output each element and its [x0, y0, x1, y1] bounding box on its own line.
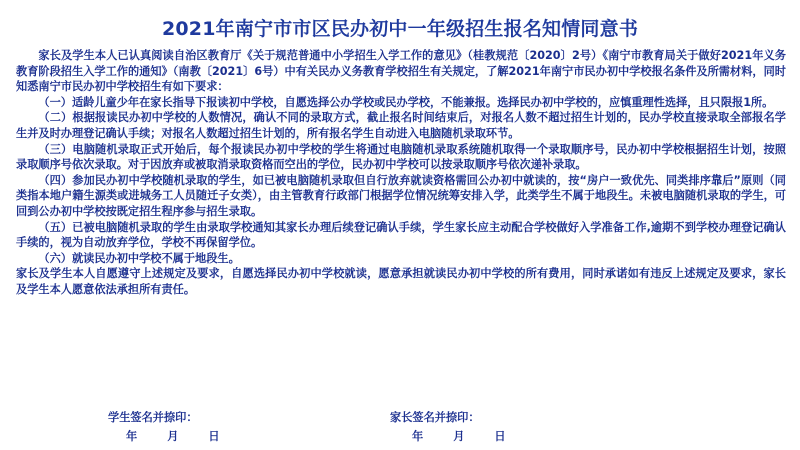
parent-signature-label: 家长签名并捺印： [390, 411, 480, 424]
document-title: 2021年南宁市市区民办初中一年级招生报名知情同意书 [161, 18, 639, 40]
requirement-item-6: （六）就读民办初中学校不属于地段生。 [38, 251, 240, 265]
requirement-item-2: （二）根据报读民办初中学校的人数情况，确认不同的录取方式，截止报名时间结束后，对报名人数不超过招生计划的，民办学校直接录取全部报名学生并及时办理登记确认手续；对报名人数超过招生计划的，所有报名学生自动进入电脑随机录取环节。 [16, 111, 786, 140]
requirement-item-4: （四）参加民办初中学校随机录取的学生，如已被电脑随机录取但自行放弃就读资格需回公办初中就读的，按“房户一致优先、同类排序靠后”原则（同类指本地户籍生源类或进城务工人员随迁子女类），由主管教育行政部门根据学位情况统筹安排入学，此类学生不属于地段生。未被电脑随机录取的学生，可回到公办初中学校按既定招生程序参与招生录取。 [16, 173, 786, 218]
parent-date-month: 月 [453, 430, 465, 443]
closing-paragraph: 家长及学生本人自愿遵守上述规定及要求，自愿选择民办初中学校就读，愿意承担就读民办初中学校的所有费用，同时承诺如有违反上述规定及要求，家长及学生本人愿意依法承担所有责任。 [16, 267, 786, 296]
requirement-item-1: （一）适龄儿童少年在家长指导下报读初中学校，自愿选择公办学校或民办学校，不能兼报。选择民办初中学校的，应慎重理性选择，且只限报1所。 [38, 95, 774, 109]
document-body [16, 48, 786, 298]
requirement-item-3: （三）电脑随机录取正式开始后，每个报读民办初中学校的学生将通过电脑随机录取系统随机取得一个录取顺序号，民办初中学校根据招生计划，按照录取顺序号依次录取。对于因放弃或被取消录取资格而空出的学位，民办初中学校可以按录取顺序号依次递补录取。 [16, 142, 786, 172]
student-signature-block [108, 409, 250, 444]
student-date-day: 日 [208, 430, 220, 443]
parent-date-line [390, 428, 536, 444]
parent-signature-block [390, 409, 536, 444]
student-date-line [108, 428, 250, 444]
parent-date-year: 年 [412, 430, 424, 443]
parent-date-day: 日 [494, 430, 506, 443]
student-signature-label: 学生签名并捺印： [108, 411, 198, 424]
student-date-year: 年 [126, 430, 138, 443]
requirement-item-5: （五）已被电脑随机录取的学生由录取学校通知其家长办理后续登记确认手续，学生家长应主动配合学校做好入学准备工作,逾期不到学校办理登记确认手续的，视为自动放弃学位，学校不再保留学位。 [16, 220, 786, 250]
intro-paragraph: 家长及学生本人已认真阅读自治区教育厅《关于规范普通中小学招生入学工作的意见》（桂教规范〔2020〕2号）《南宁市教育局关于做好2021年义务教育阶段招生入学工作的通知》（南教〔2021〕6号）中有关民办义务教育学校招生有关规定，了解2021年南宁市民办初中学校报名条件及所需材料，同时知悉南宁市民办初中学校招生有如下要求： [16, 49, 786, 94]
student-date-month: 月 [167, 430, 179, 443]
